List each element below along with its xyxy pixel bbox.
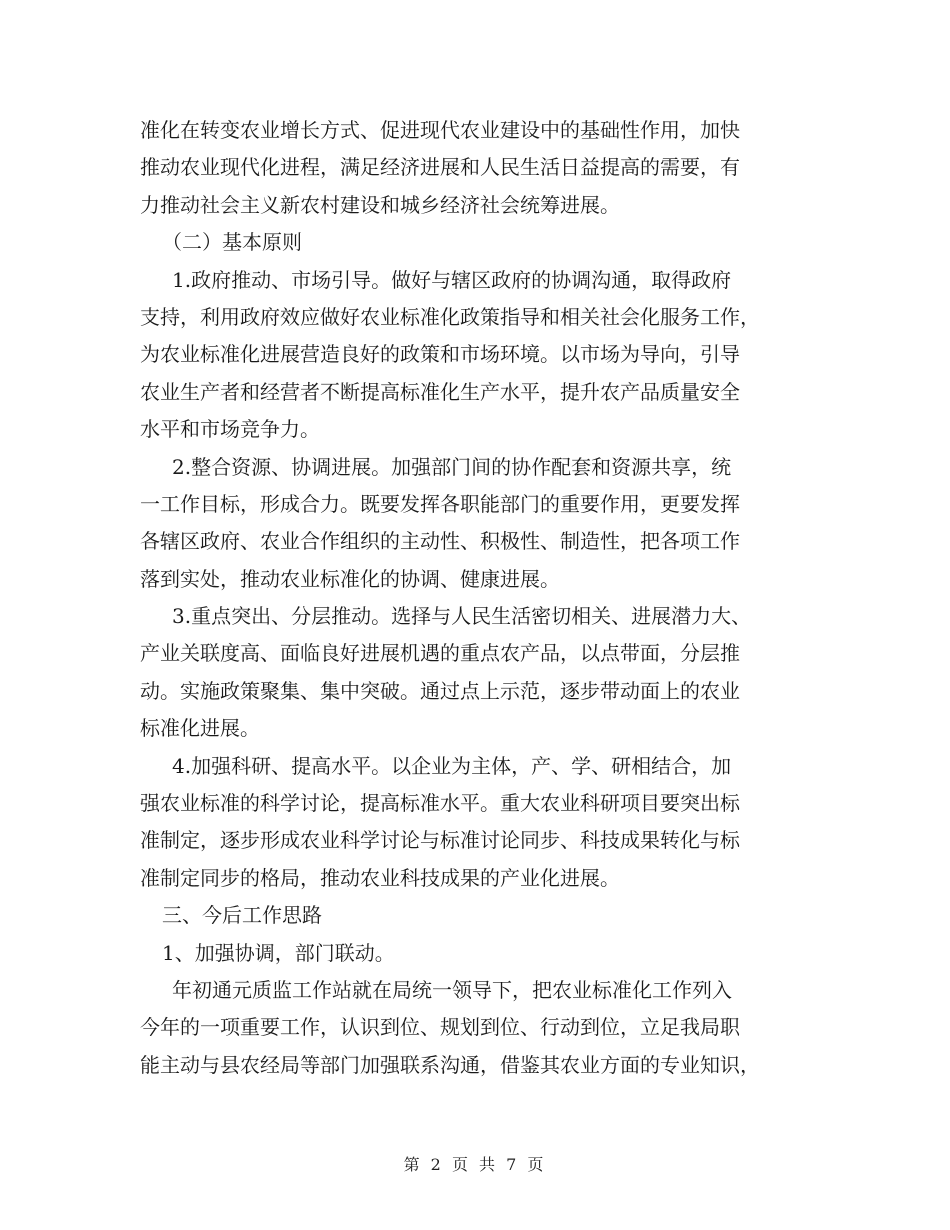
text-line: 为农业标准化进展营造良好的政策和市场环境。以市场为导向，引导 [140, 342, 740, 367]
text-line: 强农业标准的科学讨论，提高标准水平。重大农业科研项目要突出标 [140, 791, 740, 816]
text-line: 2.整合资源、协调进展。加强部门间的协作配套和资源共享，统 [172, 454, 732, 479]
text-line: 水平和市场竞争力。 [140, 417, 320, 442]
text-line: 准制定同步的格局，推动农业科技成果的产业化进展。 [140, 865, 620, 890]
text-line: 产业关联度高、面临良好进展机遇的重点农产品，以点带面，分层推 [140, 641, 740, 666]
text-line: 年初通元质监工作站就在局统一领导下，把农业标准化工作列入 [172, 977, 732, 1002]
text-line: 一工作目标，形成合力。既要发挥各职能部门的重要作用，更要发挥 [140, 491, 740, 516]
text-line: 3.重点突出、分层推动。选择与人民生活密切相关、进展潜力大、 [172, 604, 752, 629]
section-heading: 三、今后工作思路 [162, 903, 322, 928]
document-body [140, 112, 812, 1084]
page-number-footer: 第 2 页 共 7 页 [403, 1155, 547, 1174]
text-line: 能主动与县农经局等部门加强联系沟通，借鉴其农业方面的专业知识， [140, 1052, 760, 1077]
text-line: 今年的一项重要工作，认识到位、规划到位、行动到位，立足我局职 [140, 1015, 740, 1040]
text-line: 农业生产者和经营者不断提高标准化生产水平，提升农产品质量安全 [140, 379, 740, 404]
text-line: 准制定，逐步形成农业科学讨论与标准讨论同步、科技成果转化与标 [140, 828, 740, 853]
section-heading: （二）基本原则 [162, 230, 302, 255]
text-line: 各辖区政府、农业合作组织的主动性、积极性、制造性，把各项工作 [140, 529, 740, 554]
text-line: 标准化进展。 [140, 716, 260, 741]
subsection-heading: 1、加强协调，部门联动。 [162, 940, 395, 965]
text-line: 4.加强科研、提高水平。以企业为主体，产、学、研相结合，加 [172, 753, 732, 778]
text-line: 支持，利用政府效应做好农业标准化政策指导和相关社会化服务工作， [140, 304, 760, 329]
text-line: 准化在转变农业增长方式、促进现代农业建设中的基础性作用，加快 [140, 118, 740, 142]
text-line: 力推动社会主义新农村建设和城乡经济社会统筹进展。 [140, 192, 620, 217]
text-line: 推动农业现代化进程，满足经济进展和人民生活日益提高的需要，有 [140, 155, 740, 180]
text-line: 落到实处，推动农业标准化的协调、健康进展。 [140, 566, 560, 591]
text-line: 动。实施政策聚集、集中突破。通过点上示范，逐步带动面上的农业 [140, 678, 740, 703]
text-line: 1.政府推动、市场引导。做好与辖区政府的协调沟通，取得政府 [172, 267, 732, 292]
